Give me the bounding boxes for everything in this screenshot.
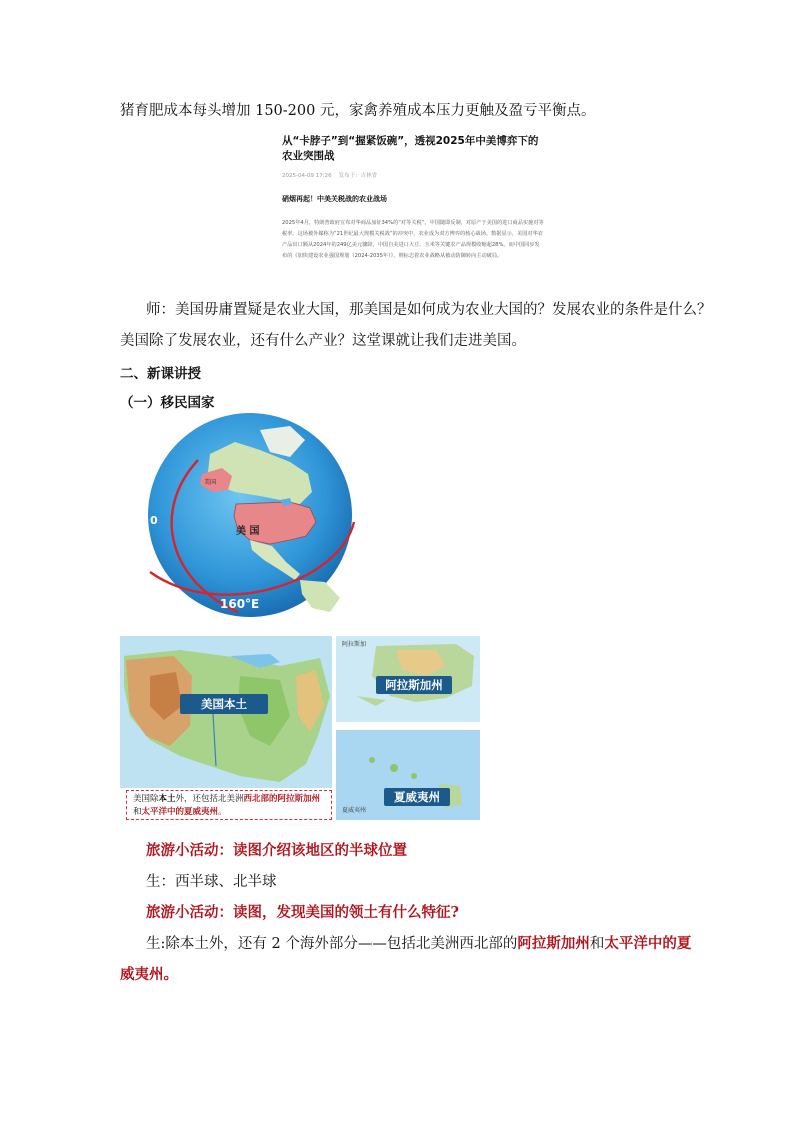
south-america-shape <box>300 580 340 612</box>
student-answer-2-line2 <box>120 965 680 985</box>
hawaii-map <box>336 730 480 820</box>
article-title: 从“卡脖子”到“握紧饭碗”，透视2025年中美博弈下的农业突围战 <box>282 135 539 162</box>
student2-text-d: 太平洋中的夏 <box>604 935 692 952</box>
activity2-line <box>146 903 706 923</box>
usa-territory-maps <box>120 636 482 826</box>
student-answer-2-line1 <box>146 934 692 954</box>
teacher-question-line1: 师：美国毋庸置疑是农业大国，那美国是如何成为农业大国的？发展农业的条件是什么？ <box>146 302 712 318</box>
note-text-4: 西北部的阿拉斯加州 <box>243 794 321 804</box>
activity2-label: 旅游小活动： <box>146 904 233 921</box>
intro-paragraph: 猪育肥成本每头增加 150-200 元，家禽养殖成本压力更触及盈亏平衡点。 <box>120 103 596 119</box>
student2-text-e: 威夷州 <box>120 966 164 983</box>
article-date: 2025-04-09 17:26 <box>282 173 332 179</box>
article-author: 发布于：吉林省 <box>338 173 378 179</box>
article-meta <box>282 171 377 179</box>
student2-text-f: 。 <box>163 966 178 983</box>
activity1-label: 旅游小活动： <box>146 842 233 859</box>
student2-text-a: 生:除本土外，还有 2 个海外部分——包括北美洲西北部的 <box>146 936 518 952</box>
student-answer-1: 生：西半球、北半球 <box>146 874 277 890</box>
alaska-globe-label: 美国 <box>204 479 217 486</box>
usa-label: 美 国 <box>236 526 260 537</box>
note-text-5: 和 <box>133 807 142 817</box>
article-body: 2025年4月，特朗普政府宣布对华商品加征34%的“对等关税”，中国随即反制，对原产于美国的进口商品实施对等税率。这场被外媒称为“21世纪最大规模关税战”的冲突中，农业成为双方博弈的核心战场。数据显示，美国对华农产品出口额从2024年的249亿美元骤降，中国自美进口大豆、玉米等关键农产品规模收缩超28%。而中国同步发布的《加快建设农业强国规划（2024-2035年）》，则标志着农业战略从被动防御转向主动破局。 <box>282 220 544 259</box>
zero-degree-label: 0 <box>150 514 158 527</box>
note-text-7: 。 <box>218 807 227 817</box>
activity1-line <box>146 841 706 861</box>
longitude-160e-label: 160°E <box>220 597 260 611</box>
note-text-2: 本土 <box>158 794 176 804</box>
article-subtitle: 硝烟再起！中美关税战的农业战场 <box>282 195 387 203</box>
hawaii-small-title: 夏威夷州 <box>342 807 367 814</box>
section-heading: 二、新课讲授 <box>120 366 201 382</box>
student2-text-c: 和 <box>589 936 605 952</box>
activity1-text: 读图介绍该地区的半球位置 <box>233 842 407 859</box>
alaska-label: 阿拉斯加州 <box>376 676 452 694</box>
news-article-image <box>270 128 552 288</box>
alaska-small-title: 阿拉斯加 <box>342 641 367 648</box>
globe-svg <box>140 412 370 622</box>
subsection-heading: （一）移民国家 <box>120 395 215 411</box>
note-text-3: 外，还包括北美洲 <box>175 794 244 804</box>
student2-text-b: 阿拉斯加州 <box>517 935 590 952</box>
territory-note <box>126 790 332 820</box>
globe-figure <box>140 412 370 622</box>
note-text-6: 太平洋中的夏威夷州 <box>141 807 219 817</box>
hawaii-label: 夏威夷州 <box>384 788 450 806</box>
teacher-question-line2: 美国除了发展农业，还有什么产业？这堂课就让我们走进美国。 <box>120 333 526 349</box>
note-text-1: 美国除 <box>133 794 159 804</box>
mainland-label: 美国本土 <box>180 694 268 714</box>
activity2-text: 读图，发现美国的领土有什么特征? <box>233 904 459 921</box>
